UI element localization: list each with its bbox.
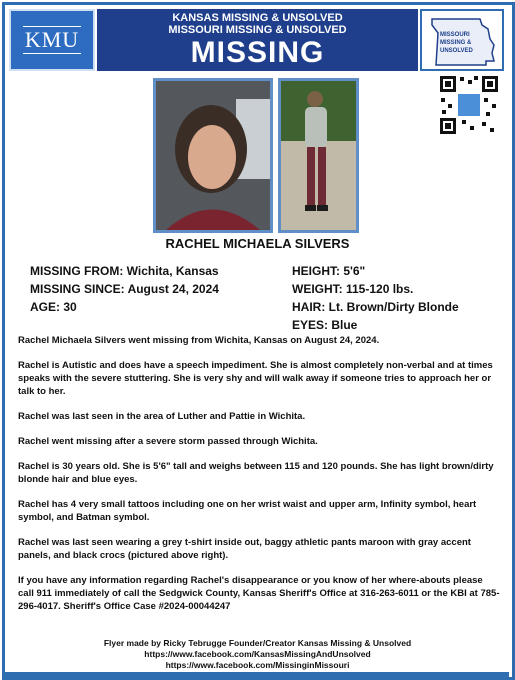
contact-paragraph: If you have any information regarding Rachel's disappearance or you know of her where-abouts please call 911 immediately of call the Sedgwick County, Kansas Sheriff's Office at 316-263-6011 or the KBI at 785-296-4017. Sheriff's Office Case #2024-00044247 <box>18 575 500 612</box>
credit-line: Flyer made by Ricky Tebrugge Founder/Creator Kansas Missing & Unsolved <box>103 638 412 648</box>
paragraph: Rachel has 4 very small tattoos including one on her wrist waist and upper arm, Infinity symbol, heart symbol, and Batman symbol. <box>18 499 477 523</box>
missing-from: MISSING FROM: Wichita, Kansas <box>30 264 219 278</box>
hair: HAIR: Lt. Brown/Dirty Blonde <box>292 300 459 314</box>
missing-since: MISSING SINCE: August 24, 2024 <box>30 282 219 296</box>
banner-line-1: KANSAS MISSING & UNSOLVED <box>172 12 343 24</box>
age: AGE: 30 <box>30 300 77 314</box>
kmu-logo: KMU <box>9 9 95 71</box>
missing-person-name: RACHEL MICHAELA SILVERS <box>165 236 350 251</box>
banner-line-2: MISSOURI MISSING & UNSOLVED <box>168 24 347 36</box>
facebook-link-kansas[interactable]: https://www.facebook.com/KansasMissingAndUnsolved <box>144 649 371 659</box>
title-banner <box>97 9 418 71</box>
description-body <box>18 334 500 625</box>
weight: WEIGHT: 115-120 lbs. <box>292 282 414 296</box>
paragraph: Rachel was last seen in the area of Luther and Pattie in Wichita. <box>18 411 306 422</box>
facts-right <box>292 262 459 334</box>
facts-left <box>30 262 219 316</box>
paragraph: Rachel Michaela Silvers went missing from Wichita, Kansas on August 24, 2024. <box>18 335 380 346</box>
bottom-border <box>2 672 509 678</box>
missouri-logo: MISSOURI MISSING & UNSOLVED <box>420 9 504 71</box>
paragraph: Rachel is 30 years old. She is 5'6" tall and weighs between 115 and 120 pounds. She has light brown/dirty blonde hair and blue eyes. <box>18 461 494 485</box>
paragraph: Rachel was last seen wearing a grey t-shirt inside out, baggy athletic pants maroon with gray accent panels, and black crocs (pictured above right). <box>18 537 471 561</box>
missing-title: MISSING <box>190 36 325 69</box>
eyes: EYES: Blue <box>292 318 358 332</box>
height: HEIGHT: 5'6" <box>292 264 366 278</box>
qr-code-icon[interactable] <box>438 74 500 136</box>
portrait-photo <box>153 78 273 233</box>
flyer-footer <box>0 638 515 671</box>
flyer-header <box>9 9 504 71</box>
paragraph: Rachel went missing after a severe storm passed through Wichita. <box>18 436 318 447</box>
facebook-link-missouri[interactable]: https://www.facebook.com/MissinginMissouri <box>165 660 350 670</box>
paragraph: Rachel is Autistic and does have a speech impediment. She is almost completely non-verbal and at times speaks with the severe stuttering. She is very shy and will walk away if someone tries to approach her or talk to her. <box>18 360 493 397</box>
full-body-photo <box>278 78 359 233</box>
